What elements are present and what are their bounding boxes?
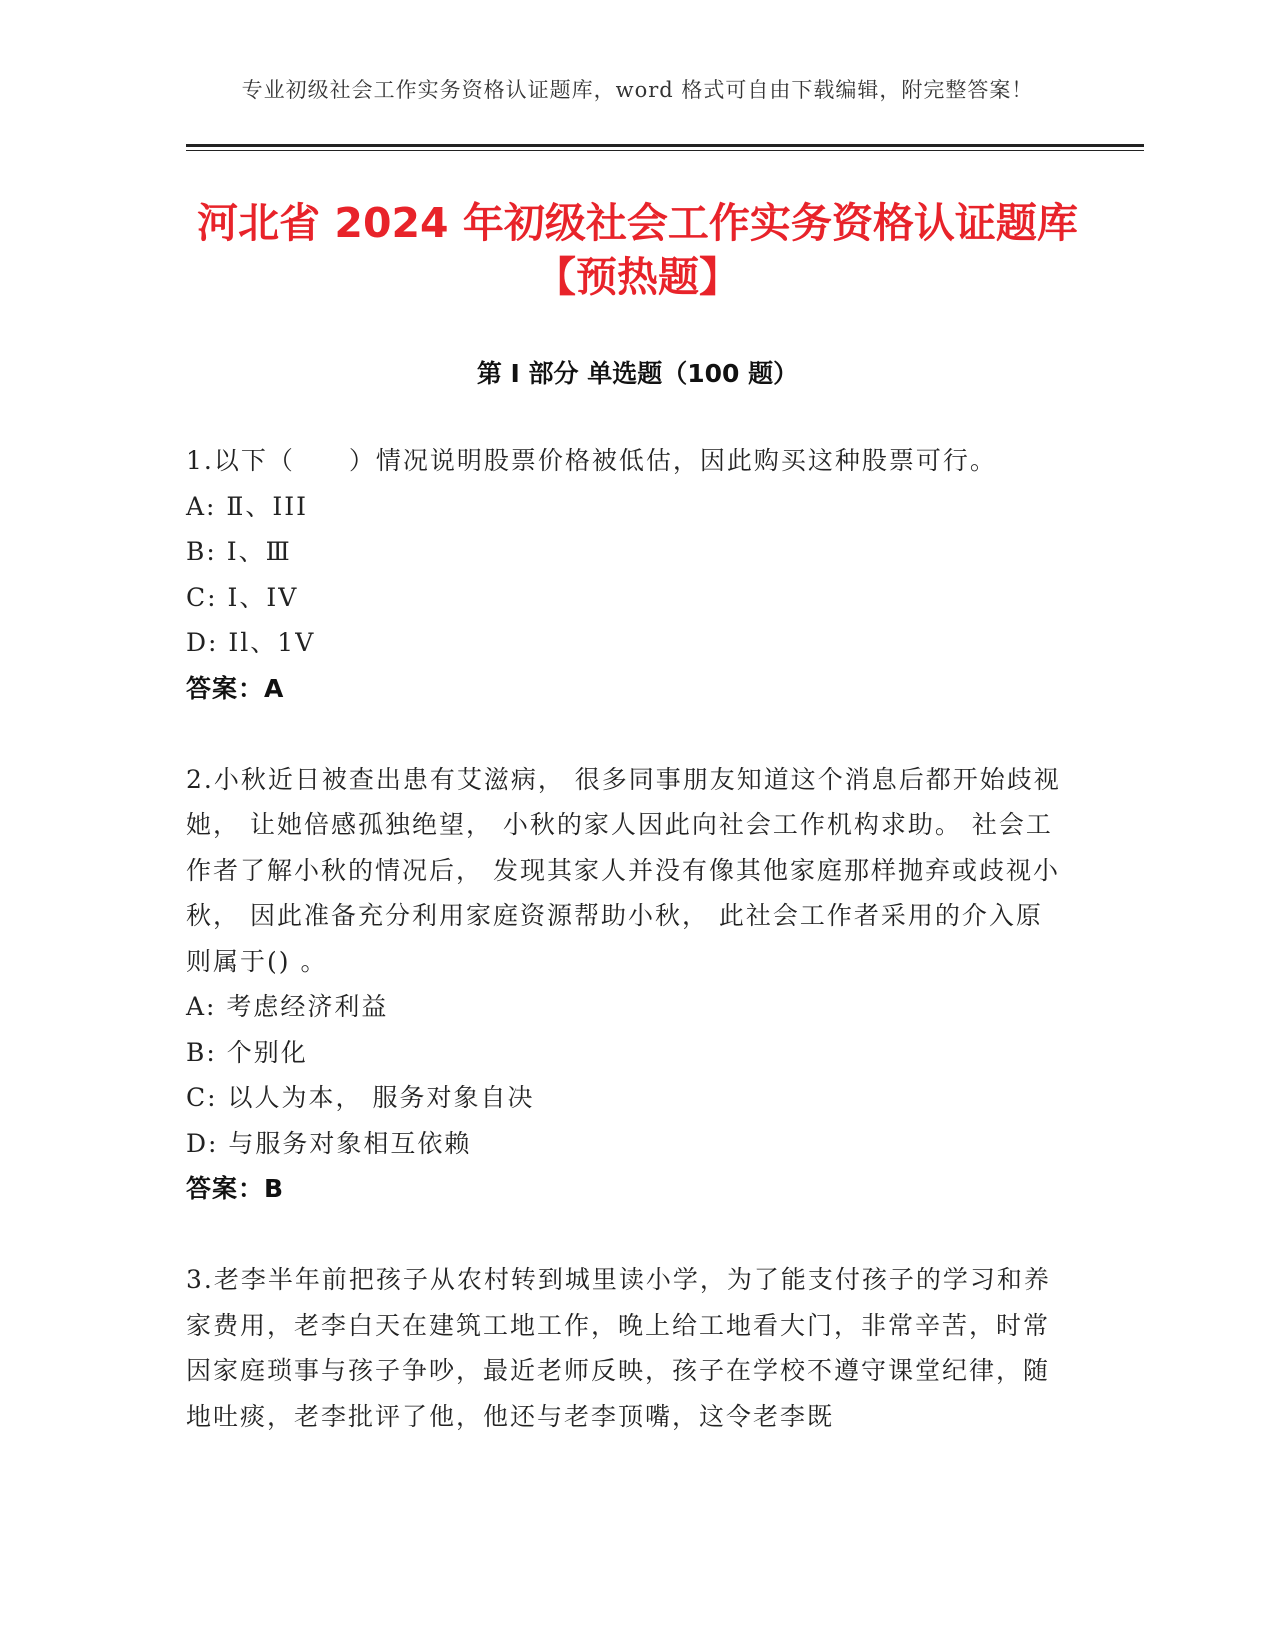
option-d: D: Il、1V	[186, 628, 316, 657]
question-stem: 3.老李半年前把孩子从农村转到城里读小学，为了能支付孩子的学习和养家费用，老李白天在建筑工地工作，晚上给工地看大门，非常辛苦，时常因家庭琐事与孩子争吵，最近老师反映，孩子在学校不遵守课堂纪律，随地吐痰，老李批评了他，他还与老李顶嘴，这令老李既	[186, 1265, 1051, 1431]
header-rule-thick	[186, 144, 1144, 147]
option-c: C: 以人为本， 服务对象自决	[186, 1083, 535, 1112]
question-stem: 1.以下（ ）情况说明股票价格被低估，因此购买这种股票可行。	[186, 446, 997, 475]
question-list	[186, 438, 1066, 1485]
option-b: B: I、Ⅲ	[186, 537, 292, 566]
option-c: C: I、IV	[186, 582, 299, 612]
question-3	[186, 1257, 1066, 1439]
answer: 答案：B	[186, 1174, 285, 1203]
option-a: A: Ⅱ、III	[186, 491, 309, 521]
answer: 答案：A	[186, 673, 285, 703]
document-title: 河北省 2024 年初级社会工作实务资格认证题库【预热题】	[197, 199, 1078, 301]
header-note: 专业初级社会工作实务资格认证题库，word 格式可自由下载编辑，附完整答案！	[241, 78, 1034, 102]
question-stem: 2.小秋近日被查出患有艾滋病， 很多同事朋友知道这个消息后都开始歧视她， 让她倍感孤独绝望， 小秋的家人因此向社会工作机构求助。 社会工作者了解小秋的情况后， 发现其家人并没有像其他家庭那样抛弃或歧视小秋， 因此准备充分利用家庭资源帮助小秋， 此社会工作者采用的介入原则属于() 。	[186, 764, 1061, 976]
section-heading: 第 I 部分 单选题（100 题）	[476, 359, 799, 388]
option-a: A: 考虑经济利益	[186, 992, 389, 1021]
option-b: B: 个别化	[186, 1037, 308, 1067]
header-rule-thin	[186, 150, 1144, 151]
question-1	[186, 438, 1066, 711]
question-2	[186, 757, 1066, 1212]
option-d: D: 与服务对象相互依赖	[186, 1128, 472, 1158]
